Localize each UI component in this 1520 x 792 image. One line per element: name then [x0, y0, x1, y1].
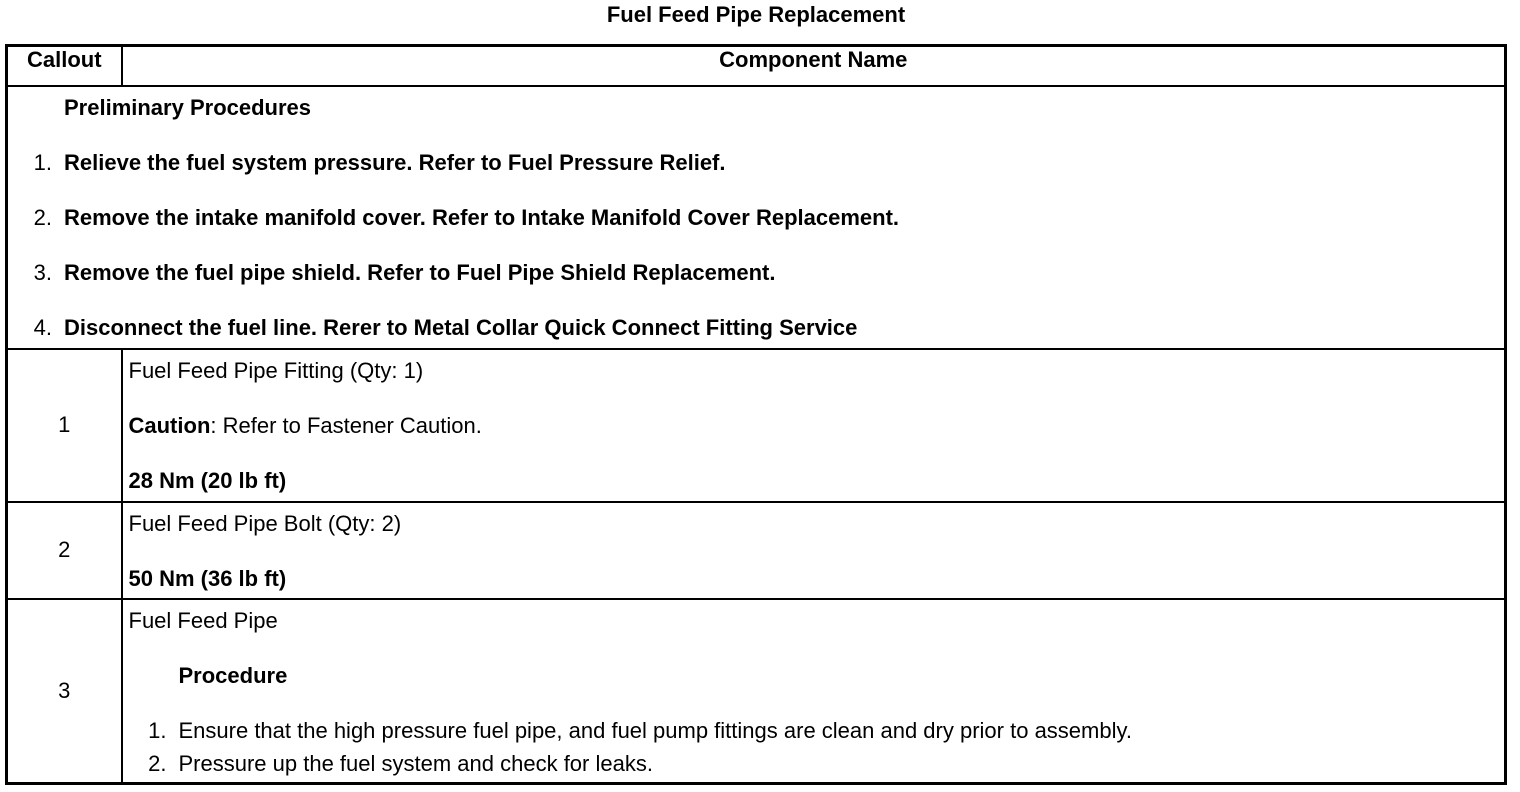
page-title: Fuel Feed Pipe Replacement — [606, 2, 906, 27]
procedure-title: Procedure — [178, 663, 288, 689]
preliminary-step — [8, 315, 857, 341]
torque-spec: 50 Nm (36 lb ft) — [128, 565, 287, 591]
component-table — [5, 44, 1507, 785]
table-row — [7, 599, 1506, 783]
component-cell — [122, 599, 1506, 783]
callout-cell: 3 — [7, 599, 122, 783]
caution-text: : Refer to Fastener Caution. — [210, 413, 482, 439]
step-text: Disconnect the fuel line. Rerer to Metal Collar Quick Connect Fitting Service — [64, 315, 858, 340]
procedure-step — [123, 751, 653, 777]
component-name: Fuel Feed Pipe Bolt (Qty: 2) — [128, 510, 402, 536]
preliminary-cell — [7, 86, 1506, 349]
step-number: 4. — [33, 315, 52, 340]
component-name-header: Component Name — [122, 46, 1506, 87]
step-number: 2. — [33, 205, 52, 230]
caution-line — [129, 413, 482, 439]
step-text: Relieve the fuel system pressure. Refer to Fuel Pressure Relief. — [64, 150, 726, 175]
table-header-row — [7, 46, 1506, 87]
torque-spec: 28 Nm (20 lb ft) — [128, 468, 287, 494]
caution-label: Caution — [128, 413, 211, 439]
procedure-step — [123, 718, 1132, 744]
step-text: Remove the fuel pipe shield. Refer to Fuel Pipe Shield Replacement. — [64, 260, 776, 285]
component-cell — [122, 349, 1506, 501]
step-text: Pressure up the fuel system and check for leaks. — [178, 751, 653, 777]
step-text: Remove the intake manifold cover. Refer to Intake Manifold Cover Replacement. — [64, 205, 900, 230]
step-number: 1. — [33, 150, 52, 175]
preliminary-step — [8, 205, 899, 231]
component-name: Fuel Feed Pipe Fitting (Qty: 1) — [128, 358, 424, 384]
preliminary-title: Preliminary Procedures — [64, 95, 312, 120]
callout-cell: 1 — [7, 349, 122, 501]
preliminary-step — [8, 260, 776, 286]
step-number: 1. — [148, 718, 167, 744]
callout-header: Callout — [7, 46, 122, 87]
step-number: 3. — [33, 260, 52, 285]
table-row — [7, 502, 1506, 600]
table-row — [7, 349, 1506, 501]
step-text: Ensure that the high pressure fuel pipe, and fuel pump fittings are clean and dry prior to assembly. — [178, 718, 1132, 744]
component-cell — [122, 502, 1506, 600]
preliminary-row — [7, 86, 1506, 349]
preliminary-step — [8, 150, 726, 176]
step-number: 2. — [148, 751, 167, 777]
component-name: Fuel Feed Pipe — [128, 608, 278, 634]
callout-cell: 2 — [7, 502, 122, 600]
